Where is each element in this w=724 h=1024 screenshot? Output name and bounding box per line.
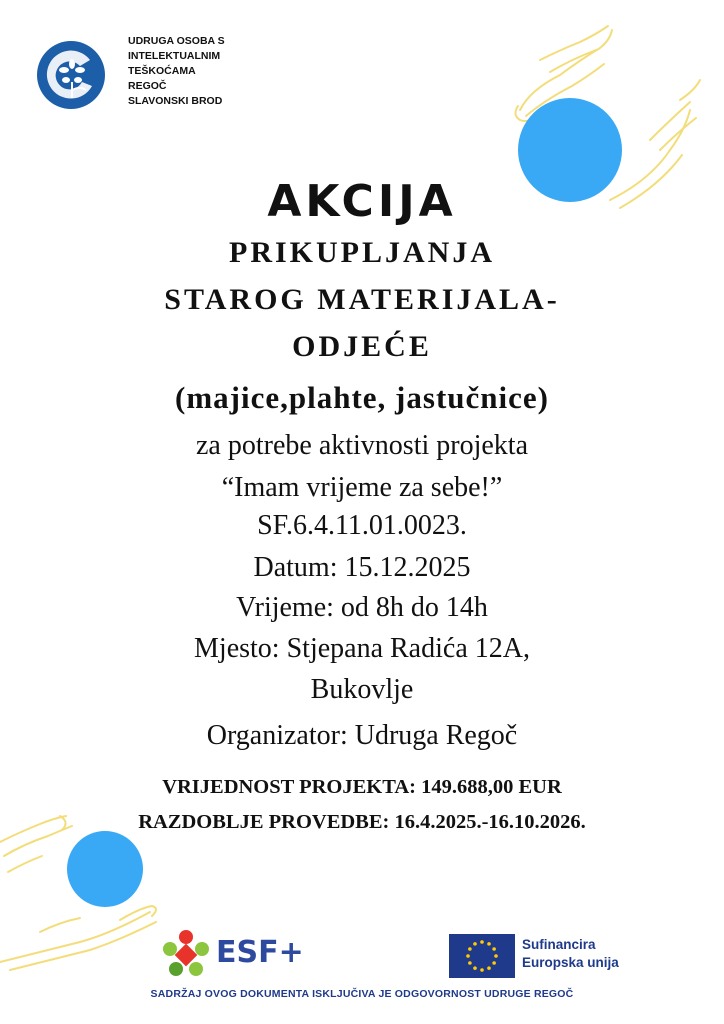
organization-logo [36, 40, 106, 110]
eu-text-line: Sufinancira [522, 937, 596, 952]
eu-cofunded-text [522, 936, 619, 972]
eu-flag-icon [449, 934, 515, 978]
subtitle-items: (majice,plahte, jastučnice) [175, 380, 549, 415]
org-line: REGOČ [128, 80, 167, 92]
eu-star-icon [473, 942, 477, 946]
headline-title: AKCIJA [267, 176, 457, 227]
detail-date: Datum: 15.12.2025 [253, 552, 471, 583]
esf-plus-label: ESF+ [216, 935, 304, 970]
eu-star-icon [487, 966, 491, 970]
eu-star-icon [473, 966, 477, 970]
eu-star-icon [492, 961, 496, 965]
eu-star-icon [468, 961, 472, 965]
subtitle-line: PRIKUPLJANJA [229, 236, 495, 269]
detail-project-code: SF.6.4.11.01.0023. [257, 510, 467, 541]
org-line: INTELEKTUALNIM [128, 50, 221, 62]
org-line: UDRUGA OSOBA S [128, 35, 225, 47]
subtitle-line: ODJEĆE [292, 330, 432, 363]
detail-location-town: Bukovlje [310, 674, 414, 705]
detail-location: Mjesto: Stjepana Radića 12A, [194, 633, 530, 664]
detail-project-name: “Imam vrijeme za sebe!” [221, 472, 503, 503]
eu-star-icon [492, 947, 496, 951]
esf-plus-logo [160, 927, 304, 982]
eu-star-icon [466, 954, 470, 958]
org-line: SLAVONSKI BROD [128, 95, 223, 107]
eu-star-icon [480, 940, 484, 944]
project-value: VRIJEDNOST PROJEKTA: 149.688,00 EUR [162, 776, 562, 798]
org-line: TEŠKOĆAMA [128, 65, 196, 77]
project-period: RAZDOBLJE PROVEDBE: 16.4.2025.-16.10.2026. [138, 811, 586, 833]
detail-purpose: za potrebe aktivnosti projekta [196, 430, 528, 461]
eu-star-icon [494, 954, 498, 958]
eu-star-icon [480, 968, 484, 972]
hands-with-circle-decoration-bottom [0, 812, 170, 972]
eu-star-icon [487, 942, 491, 946]
detail-time: Vrijeme: od 8h do 14h [236, 592, 488, 623]
organization-name [128, 34, 225, 109]
disclaimer: SADRŽAJ OVOG DOKUMENTA ISKLJUČIVA JE ODGOVORNOST UDRUGE REGOČ [150, 988, 574, 1000]
subtitle-line: STAROG MATERIJALA- [164, 283, 560, 316]
eu-text-line: Europska unija [522, 955, 619, 970]
detail-organizer: Organizator: Udruga Regoč [206, 720, 518, 751]
eu-star-icon [468, 947, 472, 951]
esf-flower-icon [160, 927, 212, 982]
